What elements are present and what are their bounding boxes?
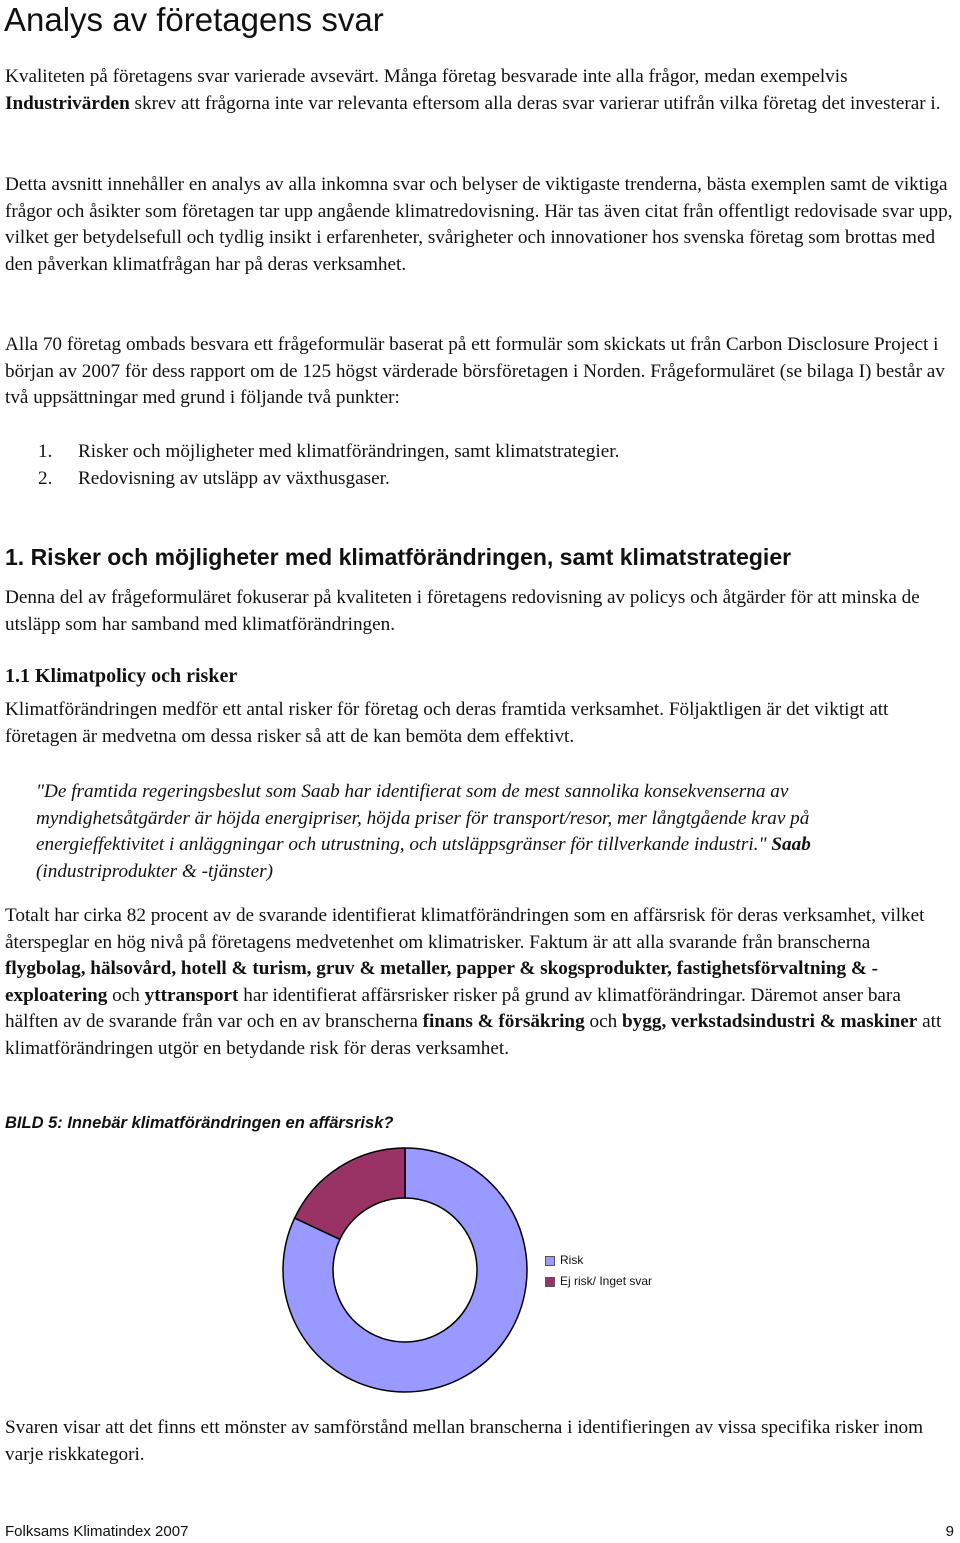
closing-paragraph: Svaren visar att det finns ett mönster av samförstånd mellan branscherna i identifieringen av vissa specifika risker inom varje riskkategori. [5,1417,924,1465]
intro-paragraph: Kvaliteten på företagens svar varierade avsevärt. Många företag besvarade inte alla frågor, medan exempelvis Industrivärden skrev att frågorna inte var relevanta eftersom alla deras svar varierar utifrån vilka företag det investerar i. [5,66,941,114]
chart-legend [545,1250,652,1292]
legend-item-no-risk: Ej risk/ Inget svar [545,1271,652,1292]
donut-slice-no-risk [295,1148,405,1239]
figure-caption: BILD 5: Innebär klimatförändringen en affärsrisk? [5,1114,394,1132]
quote-company: Saab [771,834,811,855]
section-description-paragraph: Detta avsnitt innehåller en analys av alla inkomna svar och belyser de viktigaste trenderna, bästa exemplen samt de viktiga frågor och åsikter som företagen tar upp angående klimatredovisning. Här tas även citat från offentligt redovisade svar upp, vilket ger betydelsefull och tydlig insikt i erfarenheter, svårigheter och innovationer hos svenska företag som brottas med den påverkan klimatfrågan har på deras verksamhet. [5,174,953,275]
company-name: Industrivärden [5,92,130,114]
subsection-heading: 1.1 Klimatpolicy och risker [5,665,238,687]
section-heading: 1. Risker och möjligheter med klimatförändringen, samt klimatstrategier [5,544,792,570]
legend-item-risk: Risk [545,1250,652,1271]
legend-swatch [545,1277,555,1287]
list-item: 1. Risker och möjligheter med klimatförändringen, samt klimatstrategier. [38,441,620,462]
questionnaire-paragraph: Alla 70 företag ombads besvara ett frågeformulär baserat på ett formulär som skickats ut från Carbon Disclosure Project i början av 2007 för dess rapport om de 125 högst värderade börsföretagen i Norden. Frågeformuläret (se bilaga I) består av två uppsättningar med grund i följande två punkter: [5,334,945,408]
donut-chart [280,1145,530,1395]
footer-title: Folksams Klimatindex 2007 [5,1523,189,1540]
section-intro-paragraph: Denna del av frågeformuläret fokuserar på kvaliteten i företagens redovisning av policys och åtgärder för att minska de utsläpp som har samband med klimatförändringen. [5,587,920,635]
page-title: Analys av företagens svar [4,1,384,38]
list-item: 2. Redovisning av utsläpp av växthusgaser. [38,468,390,489]
page-number: 9 [945,1523,954,1540]
legend-swatch [545,1256,555,1266]
statistics-paragraph: Totalt har cirka 82 procent av de svarande identifierat klimatförändringen som en affärsrisk för deras verksamhet, vilket återspeglar en hög nivå på företagens medvetenhet om klimatrisker. Faktum är att alla svarande från branscherna flygbolag, hälsovård, hotell & turism, gruv & metaller, papper & skogsprodukter, fastighetsförvaltning & -exploatering och yttransport har identifierat affärsrisker risker på grund av klimatförändringar. Däremot anser bara hälften av de svarande från var och en av branscherna finans & försäkring och bygg, verkstadsindustri & maskiner att klimatförändringen utgör en betydande risk för deras verksamhet. [5,905,942,1059]
quote-block: "De framtida regeringsbeslut som Saab har identifierat som de mest sannolika konsekvenserna av myndighetsåtgärder är höjda energipriser, höjda priser för transport/resor, mer långtgående krav på energieffektivitet i anläggningar och utrustning, och utsläppsgränser för tillverkande industri." Saab (industriprodukter & -tjänster) [36,781,811,882]
numbered-list [38,438,619,492]
risk-paragraph: Klimatförändringen medför ett antal risker för företag och deras framtida verksamhet. Följaktligen är det viktigt att företagen är medvetna om dessa risker så att de kan bemöta dem effektivt. [5,699,889,747]
